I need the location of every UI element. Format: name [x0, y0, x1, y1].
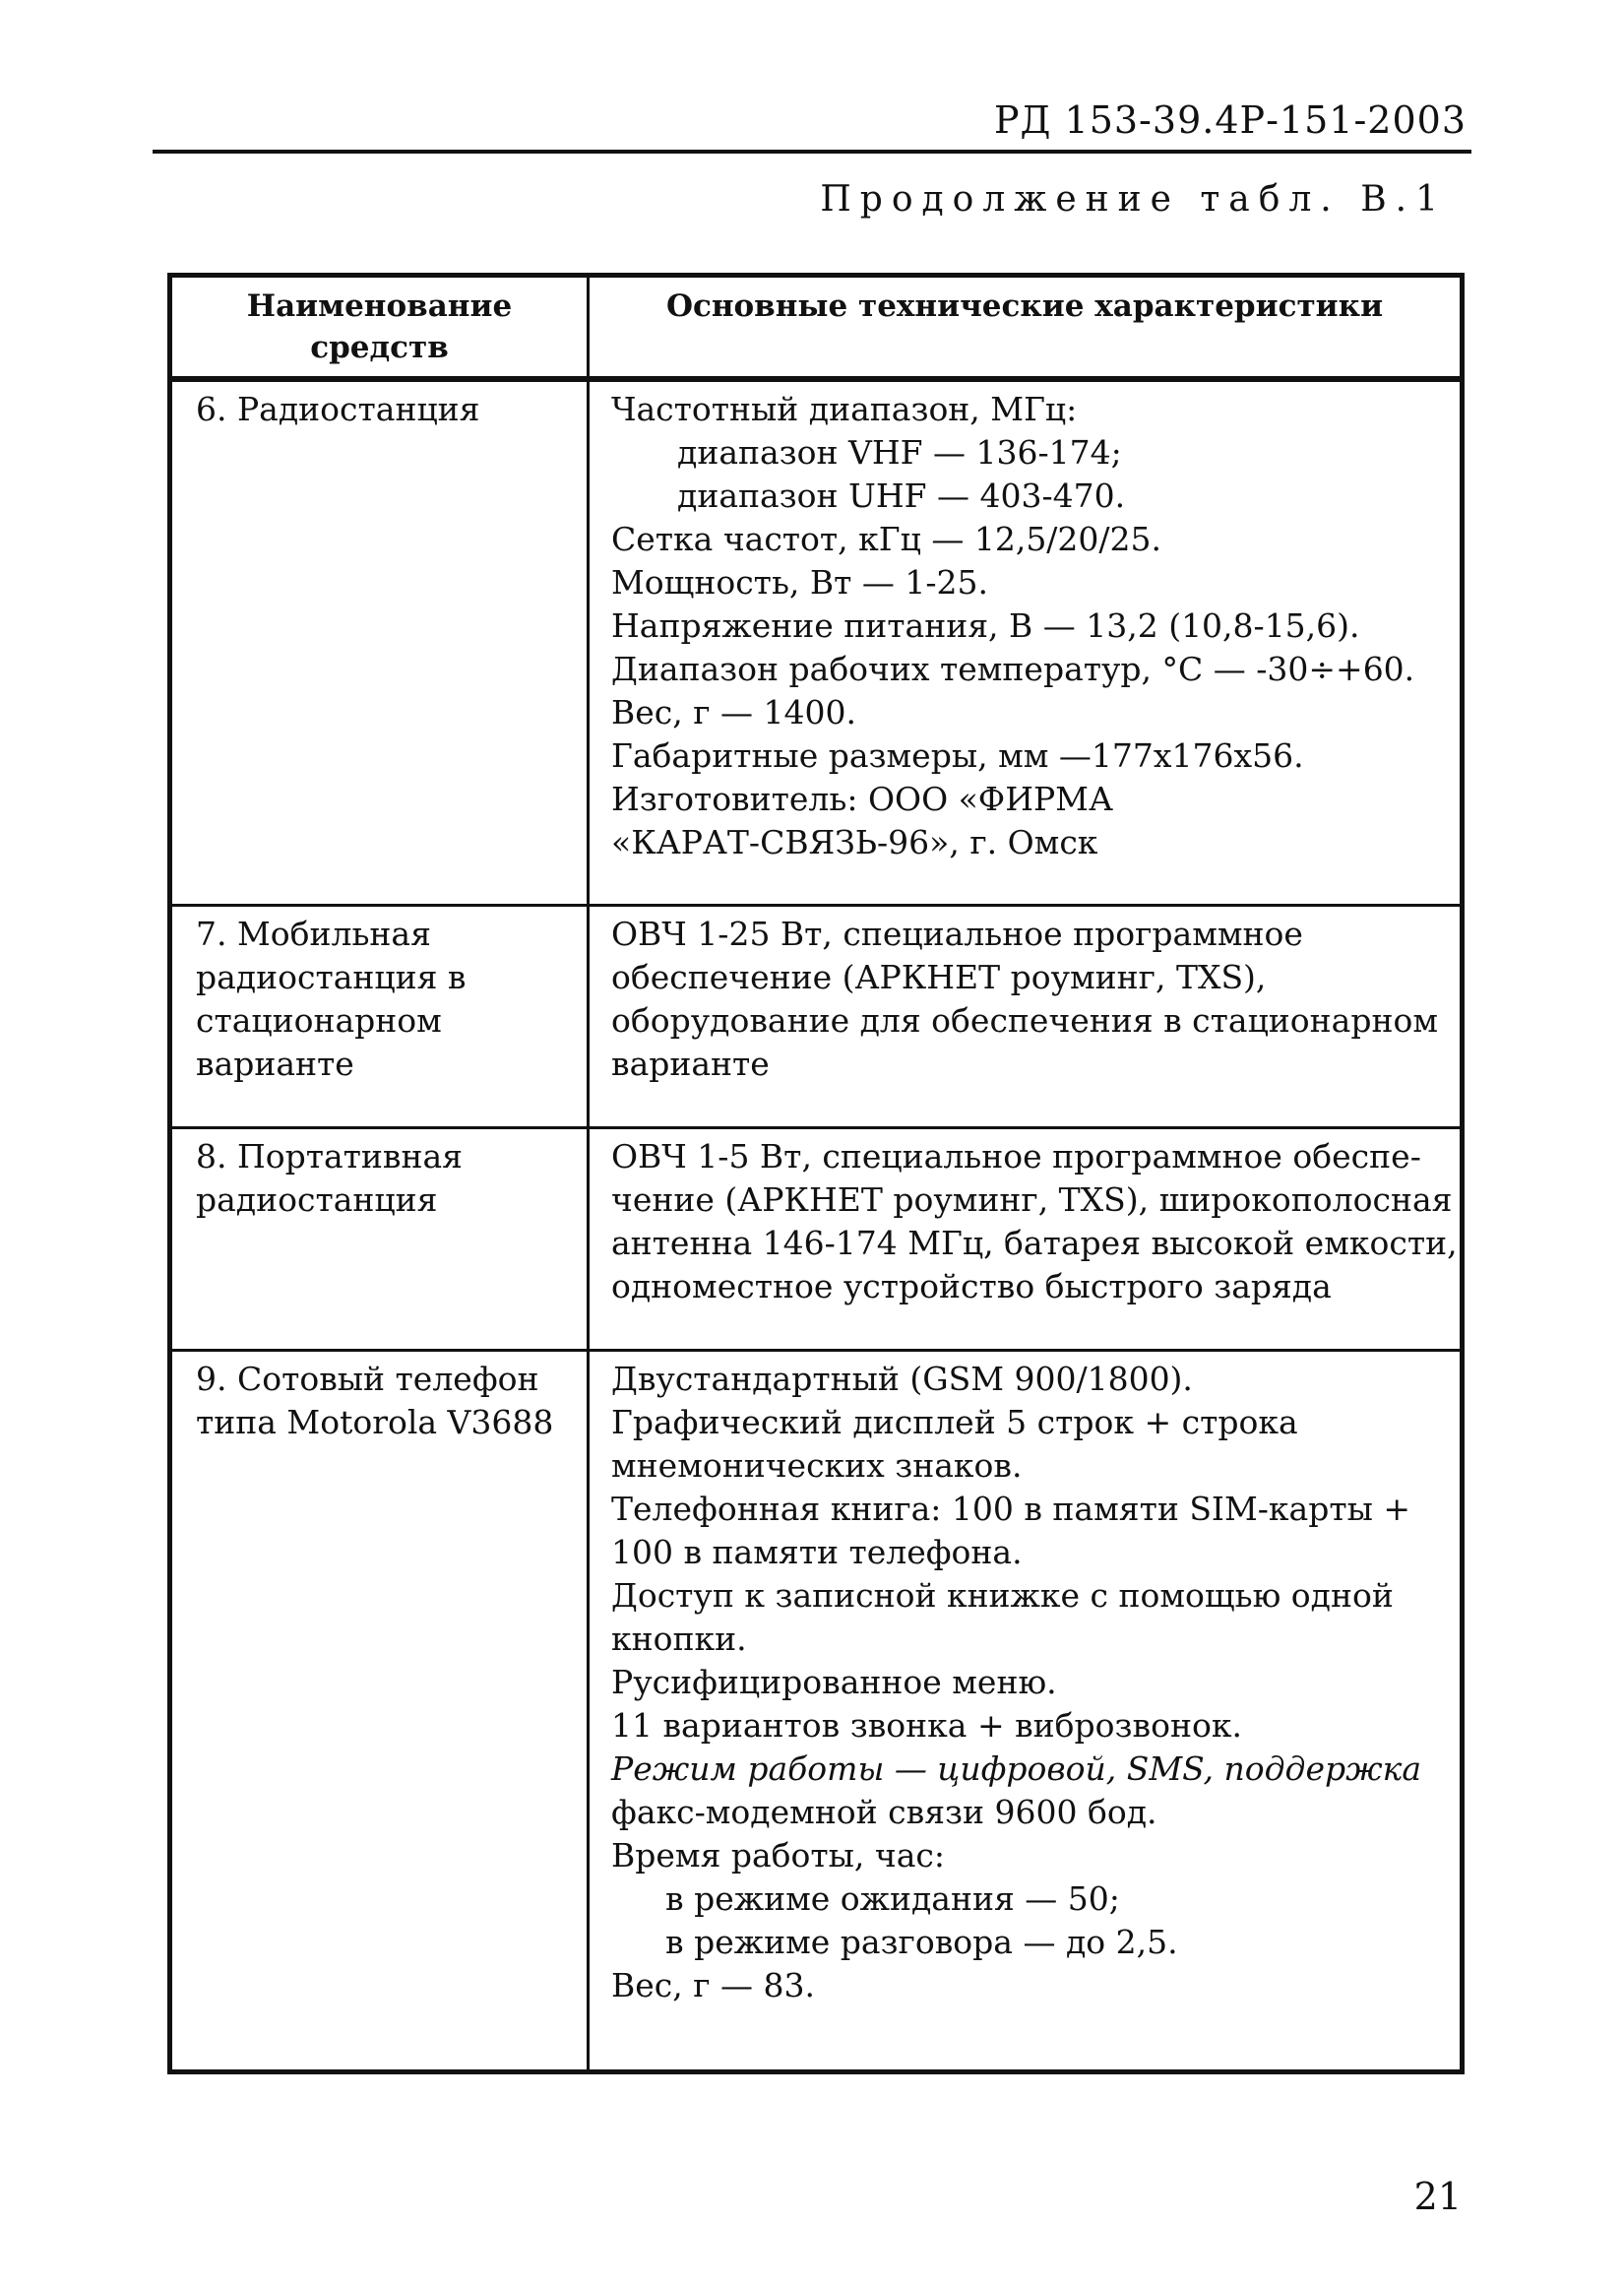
specs-cell — [589, 1128, 1463, 1351]
spec-line: мнемонических знаков. — [611, 1446, 1023, 1485]
header-technical-specs: Основные технические характеристики — [589, 276, 1463, 380]
spec-line: факс-модемной связи 9600 бод. — [611, 1793, 1157, 1831]
equipment-name-cell — [170, 1351, 589, 2072]
page-number: 21 — [1413, 2175, 1462, 2218]
spec-line: Режим работы — цифровой, SMS, поддержка — [611, 1749, 1422, 1788]
specs-cell — [589, 906, 1463, 1128]
spec-line: Графический дисплей 5 строк + строка — [611, 1403, 1298, 1441]
spec-line: Вес, г — 83. — [611, 1966, 815, 2004]
table-header-row — [170, 276, 1463, 380]
table-row — [170, 906, 1463, 1128]
specs-cell — [589, 1351, 1463, 2072]
spec-line: одноместное устройство быстрого заряда — [611, 1267, 1332, 1305]
specs-cell — [589, 379, 1463, 906]
equipment-name-line: варианте — [196, 1045, 354, 1083]
spec-line: Русифицированное меню. — [611, 1663, 1057, 1701]
spec-line: Вес, г — 1400. — [611, 693, 856, 731]
spec-line: диапазон VHF — 136-174; — [677, 433, 1122, 472]
equipment-name-cell — [170, 906, 589, 1128]
header-rule — [153, 150, 1471, 154]
spec-line: Сетка частот, кГц — 12,5/20/25. — [611, 520, 1162, 558]
table-row — [170, 1128, 1463, 1351]
spec-line: диапазон UHF — 403-470. — [677, 477, 1126, 515]
spec-line: чение (АРКНЕТ роуминг, TXS), широкополосная — [611, 1180, 1453, 1219]
table-row — [170, 1351, 1463, 2072]
spec-line: Диапазон рабочих температур, °С — -30÷+60. — [611, 650, 1415, 688]
spec-line: 100 в памяти телефона. — [611, 1533, 1023, 1571]
spec-line: Телефонная книга: 100 в памяти SIM-карты + — [611, 1490, 1410, 1528]
equipment-name-line: радиостанция в — [196, 958, 467, 996]
equipment-name-line: 7. Мобильная — [196, 915, 431, 953]
spec-line: Доступ к записной книжке с помощью одной — [611, 1576, 1394, 1615]
spec-line: антенна 146-174 МГц, батарея высокой емкости, — [611, 1224, 1458, 1262]
spec-line: варианте — [611, 1045, 770, 1083]
spec-line: Мощность, Вт — 1-25. — [611, 563, 988, 602]
equipment-spec-table — [167, 273, 1465, 2074]
spec-line: Напряжение питания, В — 13,2 (10,8-15,6). — [611, 606, 1360, 645]
spec-line: в режиме разговора — до 2,5. — [665, 1923, 1178, 1961]
equipment-name-cell — [170, 379, 589, 906]
spec-line: Габаритные размеры, мм —177х176х56. — [611, 736, 1304, 775]
table-row — [170, 379, 1463, 906]
spec-line: ОВЧ 1-25 Вт, специальное программное — [611, 915, 1303, 953]
equipment-name-cell — [170, 1128, 589, 1351]
spec-line: Изготовитель: ООО «ФИРМА — [611, 780, 1113, 818]
spec-line: ОВЧ 1-5 Вт, специальное программное обеспе- — [611, 1137, 1421, 1176]
equipment-name-line: 9. Сотовый телефон — [196, 1360, 539, 1398]
spec-line: оборудование для обеспечения в стационарном — [611, 1001, 1438, 1040]
header-equipment-name: Наименование средств — [170, 276, 589, 380]
table-continuation-label: Продолжение табл. В.1 — [820, 179, 1447, 220]
spec-line: Двустандартный (GSM 900/1800). — [611, 1360, 1193, 1398]
spec-line: Время работы, час: — [611, 1836, 946, 1875]
equipment-name-line: стационарном — [196, 1001, 442, 1040]
spec-line: 11 вариантов звонка + виброзвонок. — [611, 1706, 1242, 1745]
equipment-name: 6. Радиостанция — [196, 390, 480, 428]
spec-line: «КАРАТ-СВЯЗЬ-96», г. Омск — [611, 823, 1098, 861]
document-code: РД 153-39.4Р-151-2003 — [993, 98, 1467, 142]
equipment-name-line: типа Motorola V3688 — [196, 1403, 554, 1441]
spec-line: кнопки. — [611, 1620, 747, 1658]
equipment-name-line: радиостанция — [196, 1180, 438, 1219]
equipment-name-line: 8. Портативная — [196, 1137, 463, 1176]
spec-line: Частотный диапазон, МГц: — [611, 390, 1078, 428]
spec-line: в режиме ожидания — 50; — [665, 1879, 1120, 1918]
spec-line: обеспечение (АРКНЕТ роуминг, TXS), — [611, 958, 1267, 996]
